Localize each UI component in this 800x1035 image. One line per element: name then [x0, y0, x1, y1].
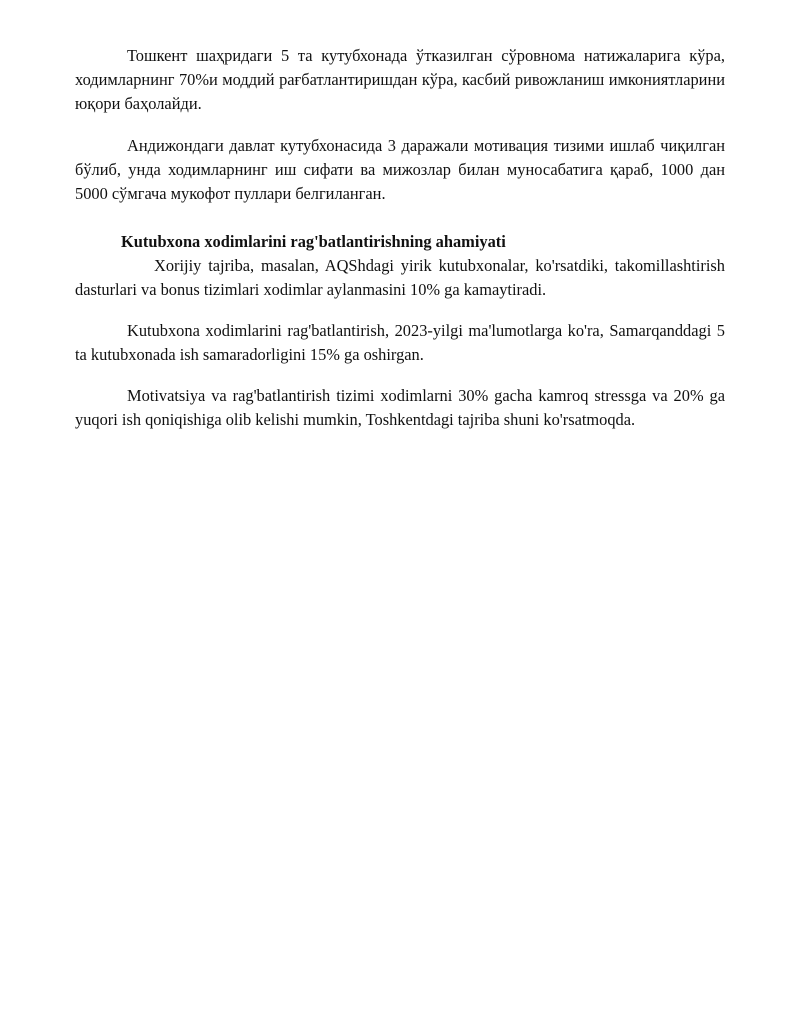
paragraph-foreign-experience: Xorijiy tajriba, masalan, AQShdagi yirik kutubxonalar, ko'rsatdiki, takomillashtirish dasturlari va bonus tizimlari xodimlar aylanmasini 10% ga kamaytiradi.: [75, 256, 725, 299]
paragraph-tashkent-survey: Тошкент шаҳридаги 5 та кутубхонада ўтказилган сўровнома натижаларига кўра, ходимларнинг 70%и моддий рағбатлантиришдан кўра, касбий ривожланиш имкониятларини юқори баҳолайди.: [75, 46, 725, 113]
paragraph-stress-satisfaction: Motivatsiya va rag'batlantirish tizimi xodimlarni 30% gacha kamroq stressga va 20% ga yuqori ish qoniqishiga olib kelishi mumkin, Toshkentdagi tajriba shuni ko'rsatmoqda.: [75, 386, 725, 429]
document-body: [75, 44, 725, 432]
paragraph-andijan-motivation: Андижондаги давлат кутубхонасида 3 даражали мотивация тизими ишлаб чиқилган бўлиб, унда ходимларнинг иш сифати ва мижозлар билан муносабатига қараб, 1000 дан 5000 сўмгача мукофот пуллари белгиланган.: [75, 136, 725, 203]
section-heading: Kutubxona xodimlarini rag'batlantirishning ahamiyati: [121, 232, 506, 251]
paragraph-samarkand-efficiency: Kutubxona xodimlarini rag'batlantirish, 2023-yilgi ma'lumotlarga ko'ra, Samarqanddagi 5 ta kutubxonada ish samaradorligini 15% ga oshirgan.: [75, 321, 725, 364]
